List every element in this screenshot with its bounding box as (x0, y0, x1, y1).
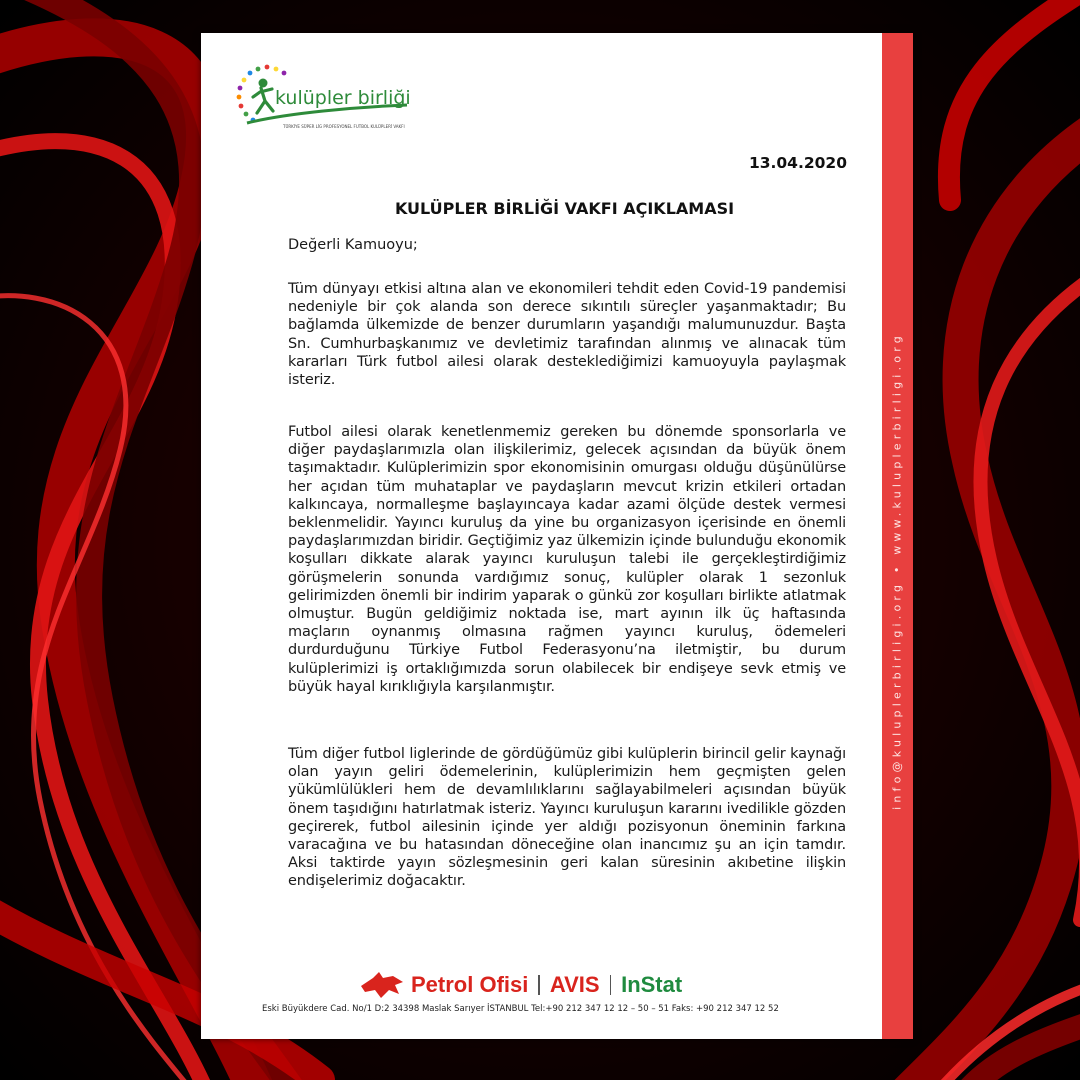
kulupler-birligi-logo (227, 61, 417, 137)
logo-subtitle: TÜRKİYE SÜPER LİG PROFESYONEL FUTBOL KULÜPLERİ VAKFI (283, 124, 405, 129)
document-date: 13.04.2020 (748, 154, 847, 172)
player-figure-icon (253, 79, 273, 114)
logo-text: kulüpler birliği (275, 87, 411, 109)
sponsor-petrol-ofisi: Petrol Ofisi (411, 972, 529, 997)
paragraph-2: Futbol ailesi olarak kenetlenmemiz gereken bu dönemde sponsorlarla ve diğer paydaşlarımızla olan ilişkilerimiz, gelecek açısından da büyük önem taşımaktadır. Kulüplerimizin spor ekonomisinin omurgası olduğu düşünülürse her açıdan tüm muhataplar ve paydaşların mevcut krizin etkileri ortadan kalkıncaya, normalleşme başlayıncaya kadar azami ölçüde destek vermesi beklenmelidir. Yayıncı kuruluş da yine bu organizasyon içerisinde en önemli paydaşlarımızdan biridir. Geçtiğimiz yaz ülkemizin içinde bulunduğu ekonomik koşulları dikkate alarak yayıncı kuruluşun talebi ile gerçekleştirdiğimiz görüşmelerin sonunda vardığımız sonuç, kulüpler olarak 1 sezonluk gelirimizden önemli bir indirim yaparak o günkü zor koşulları birlikte atlatmak olmuştur. Bugün geldiğimiz noktada ise, mart ayının ilk üç haftasında maçların oynanmış olmasına rağmen yayıncı kuruluş, ödemeleri durdurduğunu Türkiye Futbol Federasyonu’na iletmiştir, bu durum kulüplerimizi iş ortaklığımızda sorun olabilecek bir endişeye sevk etmiş ve büyük hayal kırıklığıyla karşılanmıştır. (288, 424, 846, 695)
salutation: Değerli Kamuoyu; (288, 237, 418, 253)
petrol-ofisi-dog-icon (359, 970, 405, 1000)
sponsor-divider (538, 975, 540, 995)
sponsor-divider (610, 975, 612, 995)
footer-address: Eski Büyükdere Cad. No/1 D:2 34398 Maslak Sarıyer İSTANBUL Tel:+90 212 347 12 12 – 50 – 51 Faks: +90 212 347 12 52 (262, 1004, 779, 1014)
document-title: KULÜPLER BİRLİĞİ VAKFI AÇIKLAMASI (394, 199, 735, 218)
side-contact-text: info@kuluplerbirligi.org • www.kuluplerbirligi.org (890, 332, 904, 810)
sponsor-avis: AVIS (549, 972, 600, 997)
paragraph-1: Tüm dünyayı etkisi altına alan ve ekonomileri tehdit eden Covid-19 pandemisi nedeniyle bir çok alanda son derece sıkıntılı süreçler yaşanmaktadır; Bu bağlamda ülkemizde de benzer durumların yaşandığı malumunuzdur. Başta Sn. Cumhurbaşkanımız ve devletimiz tarafından alınmış ve alınacak tüm kararları Türk futbol ailesi olarak desteklediğimizi kamuoyuyla paylaşmak isteriz. (288, 281, 846, 389)
letter-page (201, 33, 913, 1039)
paragraph-3: Tüm diğer futbol liglerinde de gördüğümüz gibi kulüplerin birincil gelir kaynağı olan yayın geliri ödemelerinin, kulüplerimizin hem geçmişten gelen yükümlülükleri hem de devamlılıklarını sağlayabilmeleri açısından büyük önem taşıdığını hatırlatmak isteriz. Yayıncı kuruluşun kararını ivedilikle gözden geçirerek, futbol ailesinin içinde yer aldığı pozisyonun öneminin farkına varacağına ve bu hatasından döneceğine olan inancımız şu an için tamdır. Aksi taktirde yayın sözleşmesinin geri kalan süresinin akıbetine ilişkin endişelerimiz doğacaktır. (288, 746, 846, 890)
sponsor-logos (359, 968, 682, 1002)
sponsor-instat: InStat (621, 972, 683, 997)
